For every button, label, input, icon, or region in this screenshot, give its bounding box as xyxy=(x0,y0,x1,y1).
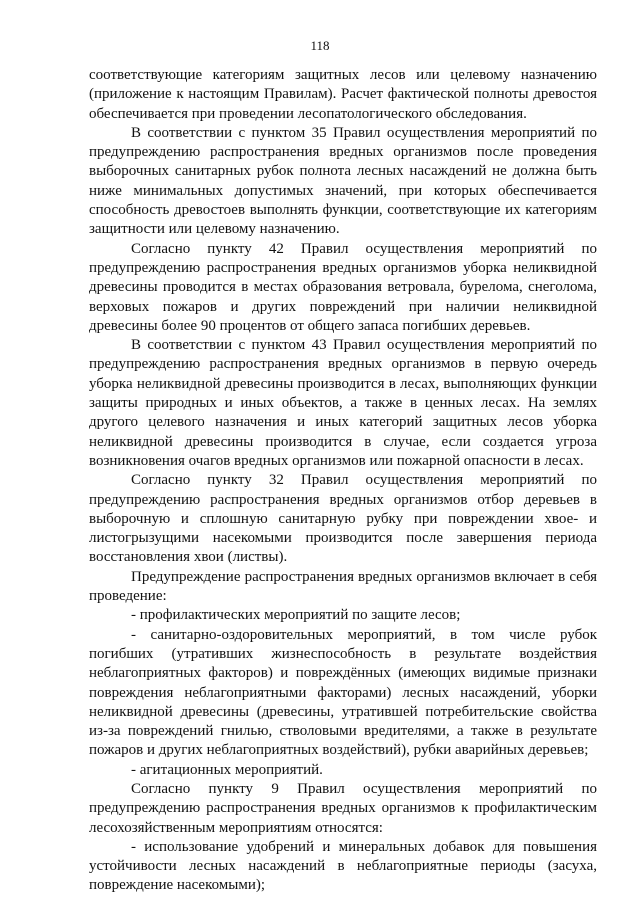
list-item-preventive: - профилактических мероприятий по защите лесов; xyxy=(131,607,461,624)
paragraph-continuation: соответствующие категориям защитных лесов или целевому назначению (приложение к настоящим Правилам). Расчет фактической полноты древостоя обеспечивается при проведении лесопатологического обследования. xyxy=(89,67,597,122)
list-item-sanitary: - санитарно-оздоровительных мероприятий, в том числе рубок погибших (утративших жизнеспособность в результате воздействия неблагоприятных факторов) и повреждённых (имеющих видимые признаки повреждения неблагоприятными факторами) лесных насаждений, уборки неликвидной древесины (древесины, утратившей потребительские свойства из-за повреждений гнилью, стволовыми вредителями, а также в результате пожаров и других неблагоприятных воздействий), рубки аварийных деревьев; xyxy=(89,626,597,759)
paragraph-prevention-intro: Предупреждение распространения вредных организмов включает в себя проведение: xyxy=(89,568,597,605)
page-number: 118 xyxy=(310,38,330,53)
paragraph-rule-35: В соответствии с пунктом 35 Правил осуществления мероприятий по предупреждению распространения вредных организмов после проведения выборочных санитарных рубок полнота лесных насаждений не должна быть ниже минимальных допустимых значений, при которых обеспечивается способность древостоев выполнять функции, соответствующие их категориям защитности или целевому назначению. xyxy=(89,124,597,238)
paragraph-rule-9: Согласно пункту 9 Правил осуществления мероприятий по предупреждению распространения вредных организмов к профилактическим лесохозяйственным мероприятиям относятся: xyxy=(89,780,597,836)
list-item-fertilizers: - использование удобрений и минеральных добавок для повышения устойчивости лесных насаждений в неблагоприятные периоды (засуха, повреждение насекомыми); xyxy=(89,838,597,894)
paragraph-rule-32: Согласно пункту 32 Правил осуществления мероприятий по предупреждению распространения вредных организмов отбор деревьев в выборочную и сплошную санитарную рубку при повреждении хвое- и листогрызущими насекомыми производится после завершения периода восстановления хвои (листвы). xyxy=(89,472,597,566)
document-body xyxy=(89,66,597,896)
paragraph-rule-43: В соответствии с пунктом 43 Правил осуществления мероприятий по предупреждению распространения вредных организмов в первую очередь уборка неликвидной древесины производится в лесах, выполняющих функции защиты природных и иных объектов, а также в ценных лесах. На землях другого целевого назначения и иных категорий защитных лесов уборка неликвидной древесины производится в случае, если создается угроза возникновения очагов вредных организмов или пожарной опасности в лесах. xyxy=(89,337,597,469)
list-item-agitation: - агитационных мероприятий. xyxy=(131,761,323,778)
paragraph-rule-42: Согласно пункту 42 Правил осуществления мероприятий по предупреждению распространения вредных организмов уборка неликвидной древесины проводится в местах образования ветровала, бурелома, снеголома, верховых пожаров и других повреждений при наличии неликвидной древесины более 90 процентов от общего запаса погибших деревьев. xyxy=(89,240,597,334)
